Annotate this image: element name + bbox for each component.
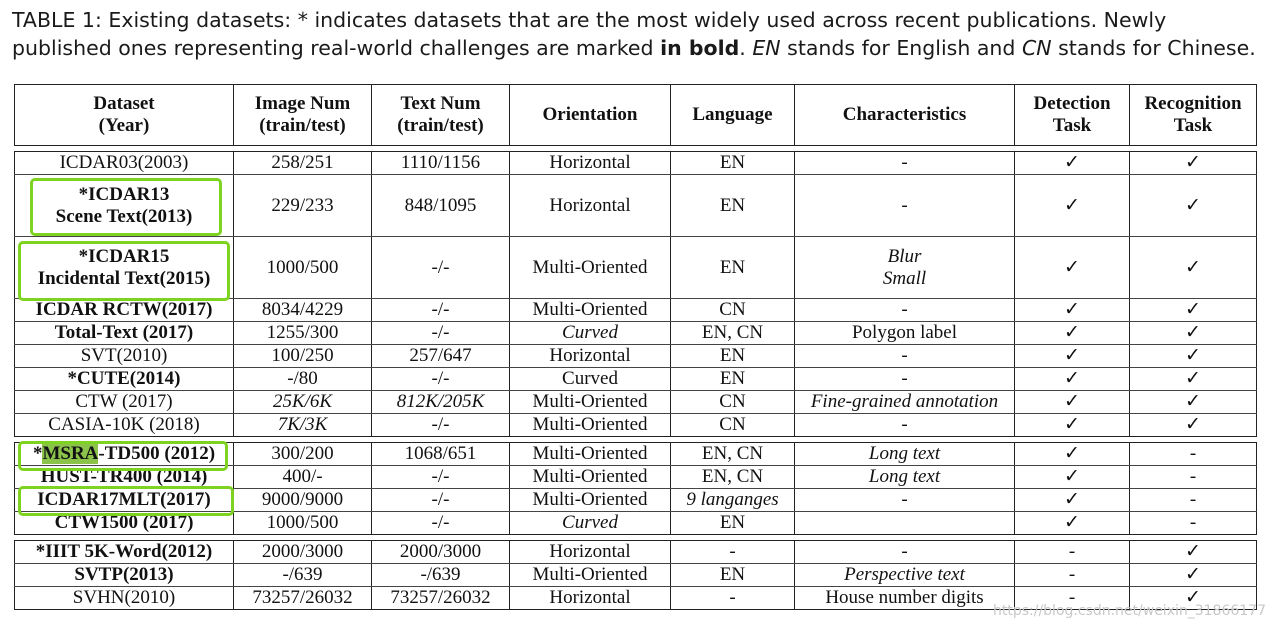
cell-orientation: Multi-Oriented (510, 414, 671, 437)
cell-orientation: Horizontal (510, 345, 671, 368)
cell-recognition: ✓ (1130, 345, 1257, 368)
cell-image-num: 258/251 (234, 152, 372, 175)
cell-orientation: Multi-Oriented (510, 299, 671, 322)
cell-text-num: -/- (372, 414, 510, 437)
cell-text-num: 257/647 (372, 345, 510, 368)
cell-image-num: 25K/6K (234, 391, 372, 414)
header-text: Task (1052, 115, 1092, 136)
cell-image-num: 2000/3000 (234, 541, 372, 564)
cell-orientation: Horizontal (510, 587, 671, 610)
cell-image-num: 1000/500 (234, 512, 372, 535)
table-row (15, 489, 1257, 512)
caption-bold-text: in bold (660, 36, 740, 60)
cell-recognition: - (1130, 512, 1257, 535)
cell-characteristics: - (795, 489, 1015, 512)
cell-detection: ✓ (1015, 489, 1130, 512)
header-text: Characteristics (842, 104, 967, 125)
cell-characteristics (795, 237, 1015, 299)
cell-orientation: Multi-Oriented (510, 391, 671, 414)
cell-text-num: -/- (372, 489, 510, 512)
highlighted-text: MSRA (42, 443, 99, 464)
cell-dataset: SVHN(2010) (15, 587, 234, 610)
header-text: Task (1173, 115, 1213, 136)
header-text: Dataset (93, 93, 155, 114)
cell-detection: ✓ (1015, 175, 1130, 237)
cell-language: EN (671, 512, 795, 535)
cell-recognition: ✓ (1130, 414, 1257, 437)
header-language (671, 85, 795, 146)
cell-recognition: - (1130, 466, 1257, 489)
cell-language: EN (671, 564, 795, 587)
cell-detection: ✓ (1015, 237, 1130, 299)
cell-recognition: ✓ (1130, 391, 1257, 414)
cell-text-num: -/- (372, 299, 510, 322)
cell-image-num: 1000/500 (234, 237, 372, 299)
cell-dataset (15, 175, 234, 237)
cell-text-num: 848/1095 (372, 175, 510, 237)
cell-language: CN (671, 299, 795, 322)
cell-characteristics (795, 512, 1015, 535)
cell-text-num: -/- (372, 322, 510, 345)
cell-detection: ✓ (1015, 299, 1130, 322)
table-row (15, 443, 1257, 466)
dataset-name-line2: Scene Text(2013) (55, 205, 193, 227)
cell-dataset: HUST-TR400 (2014) (15, 466, 234, 489)
cell-characteristics: - (795, 345, 1015, 368)
cell-characteristics: Long text (795, 466, 1015, 489)
cell-orientation: Curved (510, 322, 671, 345)
cell-language: EN (671, 237, 795, 299)
dataset-name-line1: *ICDAR15 (78, 245, 170, 267)
cell-language: EN (671, 345, 795, 368)
cell-image-num: 9000/9000 (234, 489, 372, 512)
cell-text-num: -/639 (372, 564, 510, 587)
cell-detection: - (1015, 564, 1130, 587)
header-detection-task (1015, 85, 1130, 146)
cell-orientation: Multi-Oriented (510, 489, 671, 512)
cell-dataset: ICDAR17MLT(2017) (15, 489, 234, 512)
cell-language: EN (671, 175, 795, 237)
header-text-num (372, 85, 510, 146)
table-row (15, 466, 1257, 489)
cell-detection: ✓ (1015, 414, 1130, 437)
header-text: Detection (1033, 93, 1111, 114)
table-row (15, 564, 1257, 587)
cell-dataset: CTW1500 (2017) (15, 512, 234, 535)
cell-orientation: Horizontal (510, 175, 671, 237)
cell-characteristics: - (795, 152, 1015, 175)
cell-text-num: 73257/26032 (372, 587, 510, 610)
cell-language: CN (671, 391, 795, 414)
caption-cn-abbr: CN (1021, 36, 1052, 60)
table-row (15, 368, 1257, 391)
cell-language: CN (671, 414, 795, 437)
cell-orientation: Multi-Oriented (510, 443, 671, 466)
caption-text-2: . (739, 36, 753, 60)
cell-text-num: 1068/651 (372, 443, 510, 466)
datasets-table (14, 84, 1257, 610)
header-text: Orientation (542, 104, 638, 125)
cell-dataset: *CUTE(2014) (15, 368, 234, 391)
caption-text-3: stands for English and (780, 36, 1022, 60)
cell-image-num: 229/233 (234, 175, 372, 237)
cell-characteristics: - (795, 541, 1015, 564)
table-row (15, 237, 1257, 299)
header-characteristics (795, 85, 1015, 146)
cell-image-num: -/639 (234, 564, 372, 587)
cell-detection: ✓ (1015, 368, 1130, 391)
star-marker: * (32, 443, 43, 464)
cell-orientation: Multi-Oriented (510, 564, 671, 587)
watermark-text: https://blog.csdn.net/weixin_31866177 (992, 603, 1266, 619)
table-row (15, 322, 1257, 345)
table-row (15, 391, 1257, 414)
cell-text-num: -/- (372, 368, 510, 391)
cell-detection: ✓ (1015, 512, 1130, 535)
cell-characteristics: - (795, 299, 1015, 322)
table-row (15, 345, 1257, 368)
header-text: Language (692, 104, 773, 125)
header-image-num (234, 85, 372, 146)
table-row (15, 152, 1257, 175)
cell-image-num: 100/250 (234, 345, 372, 368)
cell-orientation: Curved (510, 512, 671, 535)
cell-image-num: -/80 (234, 368, 372, 391)
cell-detection: ✓ (1015, 152, 1130, 175)
cell-language: EN, CN (671, 322, 795, 345)
caption-text-4: stands for Chinese. (1051, 36, 1256, 60)
cell-recognition: ✓ (1130, 322, 1257, 345)
cell-orientation: Curved (510, 368, 671, 391)
table-row (15, 512, 1257, 535)
cell-characteristics: Long text (795, 443, 1015, 466)
cell-recognition: ✓ (1130, 368, 1257, 391)
cell-language: 9 langanges (671, 489, 795, 512)
cell-recognition: - (1130, 443, 1257, 466)
cell-detection: - (1015, 587, 1130, 610)
characteristic-line1: Blur (887, 245, 922, 267)
caption-en-abbr: EN (752, 36, 781, 60)
header-text: Recognition (1144, 93, 1242, 114)
dataset-name-rest: -TD500 (2012) (98, 443, 216, 464)
cell-characteristics: Fine-grained annotation (795, 391, 1015, 414)
header-text: (train/test) (259, 115, 346, 136)
cell-image-num: 73257/26032 (234, 587, 372, 610)
cell-dataset: SVTP(2013) (15, 564, 234, 587)
table-row (15, 541, 1257, 564)
cell-characteristics: House number digits (795, 587, 1015, 610)
cell-dataset: ICDAR03(2003) (15, 152, 234, 175)
header-row (15, 85, 1257, 146)
table-row (15, 175, 1257, 237)
cell-characteristics: - (795, 175, 1015, 237)
cell-orientation: Horizontal (510, 152, 671, 175)
cell-text-num: 812K/205K (372, 391, 510, 414)
cell-language: EN (671, 368, 795, 391)
cell-image-num: 400/- (234, 466, 372, 489)
cell-dataset: CASIA-10K (2018) (15, 414, 234, 437)
cell-dataset: CTW (2017) (15, 391, 234, 414)
table-caption (12, 6, 1270, 62)
cell-detection: ✓ (1015, 466, 1130, 489)
dataset-name-line2: Incidental Text(2015) (37, 267, 211, 289)
cell-dataset: *IIIT 5K-Word(2012) (15, 541, 234, 564)
cell-detection: - (1015, 541, 1130, 564)
header-orientation (510, 85, 671, 146)
characteristic-line2: Small (882, 267, 927, 289)
header-text: Text Num (400, 93, 481, 114)
cell-characteristics: Polygon label (795, 322, 1015, 345)
cell-recognition: ✓ (1130, 237, 1257, 299)
cell-language: EN (671, 152, 795, 175)
cell-orientation: Horizontal (510, 541, 671, 564)
cell-text-num: 2000/3000 (372, 541, 510, 564)
cell-characteristics: Perspective text (795, 564, 1015, 587)
cell-characteristics: - (795, 368, 1015, 391)
cell-language: EN, CN (671, 443, 795, 466)
cell-language: - (671, 541, 795, 564)
cell-orientation: Multi-Oriented (510, 466, 671, 489)
header-recognition-task (1130, 85, 1257, 146)
cell-image-num: 8034/4229 (234, 299, 372, 322)
cell-text-num: -/- (372, 512, 510, 535)
cell-dataset: Total-Text (2017) (15, 322, 234, 345)
cell-recognition: ✓ (1130, 587, 1257, 610)
cell-recognition: - (1130, 489, 1257, 512)
cell-language: EN, CN (671, 466, 795, 489)
cell-language: - (671, 587, 795, 610)
cell-characteristics: - (795, 414, 1015, 437)
table-row (15, 299, 1257, 322)
cell-dataset: ICDAR RCTW(2017) (15, 299, 234, 322)
cell-detection: ✓ (1015, 443, 1130, 466)
cell-text-num: -/- (372, 466, 510, 489)
dataset-name-line1: *ICDAR13 (78, 183, 170, 205)
table-row (15, 414, 1257, 437)
header-text: Image Num (254, 93, 351, 114)
cell-text-num: 1110/1156 (372, 152, 510, 175)
cell-image-num: 300/200 (234, 443, 372, 466)
cell-image-num: 7K/3K (234, 414, 372, 437)
header-dataset (15, 85, 234, 146)
cell-recognition: ✓ (1130, 152, 1257, 175)
cell-orientation: Multi-Oriented (510, 237, 671, 299)
cell-dataset (15, 443, 234, 466)
cell-dataset: SVT(2010) (15, 345, 234, 368)
cell-dataset (15, 237, 234, 299)
cell-recognition: ✓ (1130, 175, 1257, 237)
cell-text-num: -/- (372, 237, 510, 299)
cell-recognition: ✓ (1130, 541, 1257, 564)
cell-image-num: 1255/300 (234, 322, 372, 345)
header-text: (Year) (98, 115, 150, 136)
header-text: (train/test) (397, 115, 484, 136)
cell-recognition: ✓ (1130, 564, 1257, 587)
cell-detection: ✓ (1015, 345, 1130, 368)
cell-detection: ✓ (1015, 322, 1130, 345)
cell-recognition: ✓ (1130, 299, 1257, 322)
caption-text: TABLE 1: Existing datasets: * indicates datasets that are the most widely used across recent publications. Newly published ones representing real-world challenges are marked (12, 8, 1167, 60)
cell-detection: ✓ (1015, 391, 1130, 414)
